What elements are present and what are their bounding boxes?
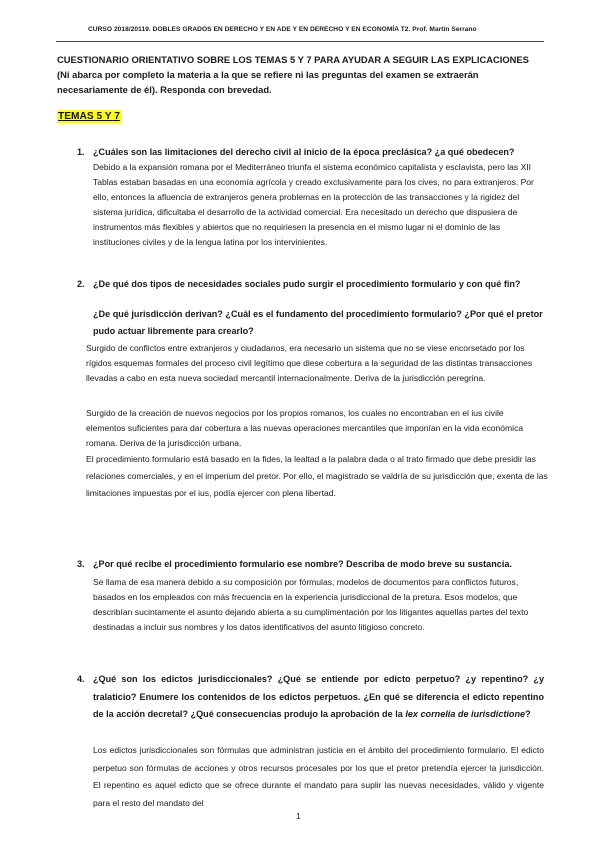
page-header: CURSO 2018/20119. DOBLES GRADOS EN DERECHO Y EN ADE Y EN DERECHO Y EN ECONOMÍA T2. Prof. Martín Serrano (88, 26, 477, 33)
page-number: 1 (296, 811, 301, 821)
answer-2-paragraph-1: Surgido de conflictos entre extranjeros y ciudadanos, era necesario un sistema que no se viese encorsetado por los rígidos esquemas formales del proceso civil legítimo que diese cobertura a la seguridad de las distintas transacciones llevadas a cabo en esta nueva sociedad mercantil internacionalmente. Deriva de la jurisdicción peregrina. (86, 343, 533, 383)
intro-paragraph: CUESTIONARIO ORIENTATIVO SOBRE LOS TEMAS 5 Y 7 PARA AYUDAR A SEGUIR LAS EXPLICACIONES (Ni abarca por completo la materia a la que se refiere ni las preguntas del examen se extraerán necesariamente de él). Responda con brevedad. (57, 54, 529, 95)
question-4-number: 4. (77, 674, 85, 684)
answer-2-paragraph-3: El procedimiento formulario está basado en la fides, la lealtad a la palabra dada o al trato firmado que debe presidir las relaciones comerciales, y en el imperium del pretor. Por ello, el magistrado se valdría de su jurisdicción que, exenta de las limitaciones impuestas por el ius, podía ejercer con plena libertad. (86, 454, 548, 498)
question-2-subtext: ¿De qué jurisdicción derivan? ¿Cuál es el fundamento del procedimiento formulario? ¿Por qué el pretor pudo actuar libremente para crearlo? (93, 309, 543, 336)
header-divider (56, 41, 544, 42)
question-2-text: ¿De qué dos tipos de necesidades sociales pudo surgir el procedimiento formulario y con qué fin? (93, 279, 521, 289)
question-1-text: ¿Cuáles son las limitaciones del derecho civil al inicio de la época preclásica? ¿a qué obedecen? (93, 147, 515, 157)
topic-heading: TEMAS 5 Y 7 (58, 111, 120, 122)
answer-3-text: Se llama de esa manera debido a su composición por fórmulas, modelos de documentos para conflictos futuros, basados en los empleados con más frecuencia en la experiencia jurisdiccional de la pretura. Esos modelos, que describían sucintamente el asunto dejando abierta a su cumplimentación por los litigantes aquellas partes del texto destinadas a incluir sus nombres y los datos identificativos del asunto litigioso concreto. (93, 577, 529, 632)
question-4-text: ¿Qué son los edictos jurisdiccionales? ¿Qué se entiende por edicto perpetuo? ¿y repentino? ¿y tralaticio? Enumere los contenidos de los edictos perpetuos. ¿En qué se diferencia el edicto repentino de la acción decretal? ¿Qué consecuencias produjo la aprobación de la lex cornelia de iurisdictione? (93, 674, 544, 719)
question-3-text: ¿Por qué recibe el procedimiento formulario ese nombre? Describa de modo breve su sustancia. (93, 559, 512, 569)
question-1-number: 1. (77, 147, 85, 157)
question-3-number: 3. (77, 559, 85, 569)
question-4-lex-title: lex cornelia de iurisdictione (405, 709, 526, 719)
answer-1-text: Debido a la expansión romana por el Mediterráneo triunfa el sistema económico capitalista y esclavista, pero las XII Tablas estaban basadas en una economía agrícola y creado exclusivamente para los cives, no para extranjeros. Por ello, entonces la afluencia de extranjeros genera problemas en la protección de las transacciones y la rigidez del sistema jurídica, dificultaba el desarrollo de la actividad comercial. Era necesitado un derecho que dispusiera de instrumentos más flexibles y abiertos que no requiriesen la presencia en el mismo lugar ni el dominio de las instituciones civiles y de la lengua latina por los intervinientes. (93, 162, 534, 247)
answer-4-text: Los edictos jurisdiccionales son fórmulas que administran justicia en el ámbito del procedimiento formulario. El edicto perpetuo son fórmulas de acciones y otros recursos procesales por los que el pretor pretendía ejercer la jurisdicción. El repentino es aquel edicto que se ofrece durante el mandato para suplir las nuevas necesidades, válido y vigente para el resto del mandato del (93, 745, 544, 808)
question-2-number: 2. (77, 279, 85, 289)
answer-2-paragraph-2: Surgido de la creación de nuevos negocios por los propios romanos, los cuales no encontraban en el ius civile elementos suficientes para dar cobertura a las nuevas operaciones mercantiles que imponían en la vida económica romana. Deriva de la jurisdicción urbana. (86, 408, 524, 448)
